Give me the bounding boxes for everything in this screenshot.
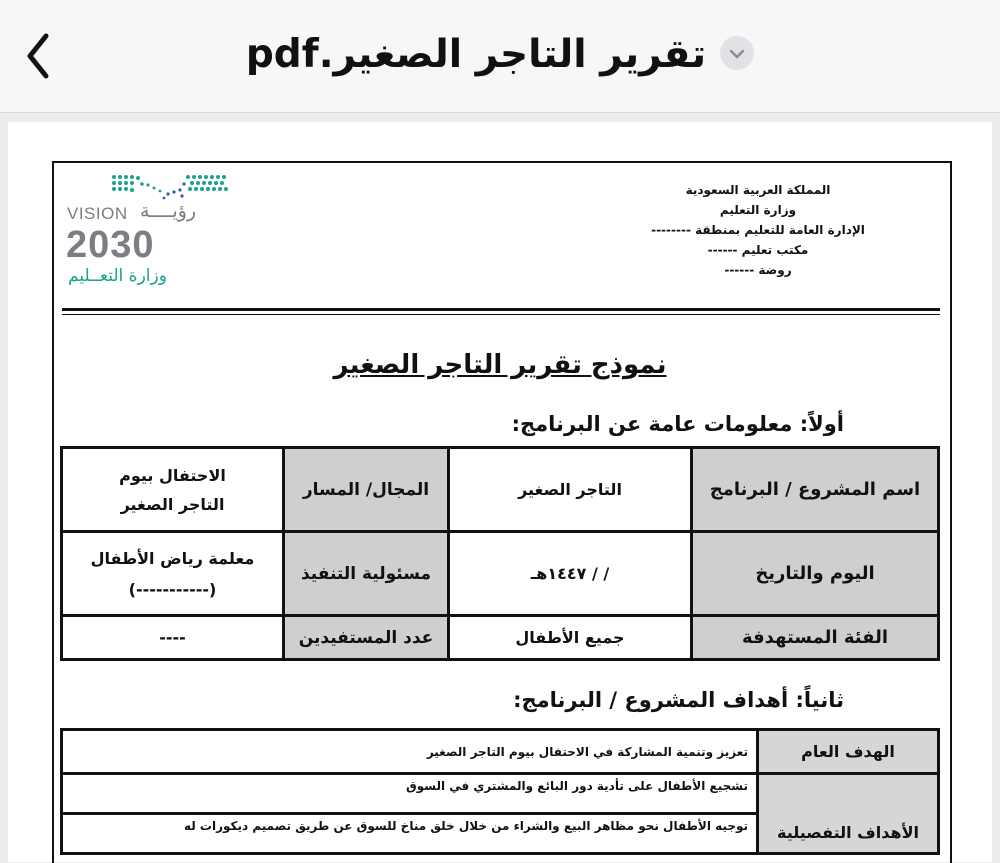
document-title[interactable]: تقرير التاجر الصغير.pdf (245, 32, 707, 77)
header-line-kingdom: المملكة العربية السعودية (685, 183, 831, 197)
detailed-goal-item: تشجيع الأطفال على تأدية دور البائع والمشتري في السوق (62, 774, 758, 814)
beneficiaries-label: عدد المستفيدين (284, 616, 449, 660)
vision-year: 2030 (66, 224, 155, 266)
header-divider (62, 308, 940, 311)
section-general-info-heading: أولاً: معلومات عامة عن البرنامج: (511, 412, 844, 436)
program-info-table (60, 446, 940, 661)
pdf-page[interactable] (8, 122, 992, 862)
header-line-directorate: الإدارة العامة للتعليم بمنطقة -------- (651, 223, 865, 237)
header-line-ministry: وزارة التعليم (719, 203, 797, 217)
viewer-header (0, 0, 1000, 113)
table-row (62, 616, 939, 660)
section-goals-heading: ثانياً: أهداف المشروع / البرنامج: (513, 688, 844, 712)
header-divider-thin (62, 314, 940, 315)
table-row (62, 774, 939, 814)
responsibility-label: مسئولية التنفيذ (284, 532, 449, 616)
vision-2030-logo (62, 172, 242, 286)
ministry-arabic-label: وزارة التعــليم (68, 266, 167, 286)
domain-label: المجال/ المسار (284, 448, 449, 532)
header-line-office: مكتب تعليم ------ (707, 243, 809, 257)
general-goal-label: الهدف العام (758, 730, 939, 774)
report-title: نموذج تقرير التاجر الصغير (333, 350, 667, 380)
domain-value (62, 448, 284, 532)
beneficiaries-value: ---- (62, 616, 284, 660)
goals-table (60, 728, 940, 855)
vision-arabic-label: رؤيــــة (140, 200, 197, 222)
date-label: اليوم والتاريخ (692, 532, 939, 616)
domain-value-line1: الاحتفال بيوم (119, 465, 226, 485)
table-row (62, 532, 939, 616)
detailed-goal-item: توجيه الأطفال نحو مظاهر البيع والشراء من خلال خلق مناخ للسوق عن طريق تصميم ديكورات له (62, 814, 758, 854)
domain-value-line2: التاجر الصغير (120, 494, 225, 514)
detailed-goals-label: الأهداف التفصيلية (758, 774, 939, 854)
program-name-value: التاجر الصغير (449, 448, 692, 532)
date-value: / / ١٤٤٧هـ (449, 532, 692, 616)
target-group-label: الفئة المستهدفة (692, 616, 939, 660)
chevron-down-icon (728, 45, 746, 63)
responsibility-value-line1: معلمة رياض الأطفال (90, 548, 255, 568)
program-name-label: اسم المشروع / البرنامج (692, 448, 939, 532)
document-title-bar[interactable] (0, 32, 1000, 77)
responsibility-value (62, 532, 284, 616)
table-row (62, 448, 939, 532)
table-row (62, 730, 939, 774)
target-group-value: جميع الأطفال (449, 616, 692, 660)
title-menu-button[interactable] (720, 36, 754, 70)
general-goal-text: تعزيز وتنمية المشاركة في الاحتفال بيوم التاجر الصغير (62, 730, 758, 774)
vision-label: VISION (67, 204, 128, 223)
responsibility-value-line2: (-----------) (128, 579, 217, 599)
ministry-header (628, 180, 888, 280)
header-line-kindergarten: روضة ------ (724, 263, 792, 277)
